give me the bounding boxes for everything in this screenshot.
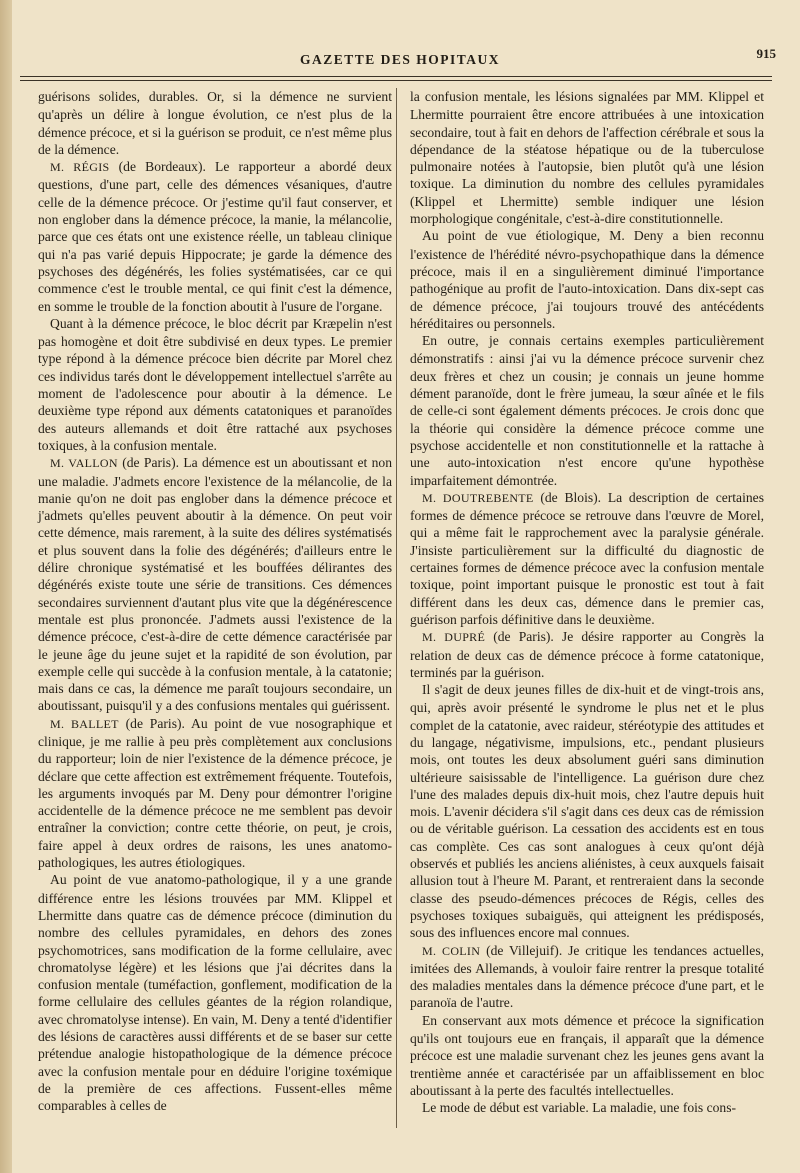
- book-binding-edge: [0, 0, 12, 1173]
- page-header: [20, 46, 780, 72]
- speaker-name: M. COLIN: [422, 943, 481, 958]
- paragraph-text: (de Paris). Au point de vue nosographique et clinique, je me rallie à peu près complètement aux conclusions du rapporteur; loin de nier l'existence de la démence précoce, je déclare que cette affection est extrêmement fréquente. Toutefois, les arguments invoqués par M. Deny pour démontrer l'origine accidentelle de la démence précoce ne me semblent pas devoir entraîner la conviction; contre cette théorie, on peut, je crois, faire appel à deux ordres de raisons, les unes anatomo-pathologiques, les autres étiologiques.: [38, 715, 392, 871]
- paragraph: [38, 158, 392, 315]
- paragraph-text: Quant à la démence précoce, le bloc décrit par Kræpelin n'est pas homogène et doit être subdivisé en deux types. Le premier type répond à la démence précoce bien décrite par Morel chez ces individus tarés dont le développement intellectuel s'arrête au moment de l'adolescence pour aboutir à la démence. Le deuxième type répond aux déments catatoniques et paranoïdes des auteurs allemands et doit être rattaché aux psychoses toxiques, à la confusion mentale.: [38, 315, 392, 453]
- header-rule-thin: [20, 80, 772, 81]
- paragraph-text: Le mode de début est variable. La maladie, une fois cons-: [422, 1100, 737, 1116]
- paragraph: [410, 489, 764, 628]
- speaker-name: M. RÉGIS: [50, 160, 110, 175]
- paragraph-text: En outre, je connais certains exemples particulièrement démonstratifs : ainsi j'ai vu la démence précoce survenir chez deux frères et chez un cousin; je connais un jeune homme dément paranoïde, dont le frère jumeau, la sœur aînée et le fils de celle-ci sont également déments précoces. Je crois donc que la théorie qui considère la démence précoce comme une psychose accidentelle et non constitutionnelle et la rattache à une auto-intoxication n'est encore qu'une hypothèse imparfaitement démontrée.: [410, 333, 764, 488]
- paragraph: [410, 227, 764, 332]
- paragraph: [410, 628, 764, 681]
- paragraph-text: (de Bordeaux). Le rapporteur a abordé deux questions, d'une part, celle des démences vésaniques, d'autre celle de la démence précoce. Or j'estime qu'il faut conserver, et non englober dans la démence précoce, la manie, la mélancolie, parce que ces états ont une existence réelle, un tableau clinique qui n'a pas varié depuis Hippocrate; je garde la démence des psychoses des dégénérés, les folies systématisées, car ce qui commence c'est le trouble mental, ce qui finit c'est la démence, en somme le trouble de la fonction aboutit à l'usure de l'organe.: [38, 159, 392, 314]
- paragraph-text: (de Paris). La démence est un aboutissant et non une maladie. J'admets encore l'existence de la mélancolie, de la manie qu'on ne doit pas englober dans la démence précoce et j'admets qu'elles peuvent aboutir à la démence. On peut voir cette démence, mais rarement, à la suite des délires systématisés et plus souvent dans la folie des dégénérés; d'ailleurs entre le délire chronique systématisé et les bouffées délirantes des dégénérés existe toute une série de transitions. Ces démences secondaires surviennent d'autant plus vite que la dégénérescence mentale est plus prononcée. J'admets aussi l'existence de la démence précoce, c'est-à-dire de cette démence caractérisée par le jeune âge du jeune sujet et la rapidité de son évolution, par exemple celle qui succède à la confusion mentale, à la catatonie; mais dans ce cas, la démence me paraît toujours secondaire, un aboutissant, puisqu'il y a des confusions mentales qui guérissent.: [38, 455, 392, 714]
- paragraph-text: la confusion mentale, les lésions signalées par MM. Klippel et Lhermitte pourraient être encore attribuées à une intoxication secondaire, tout à fait en dehors de l'affection cérébrale et sous la dépendance de la stéatose hépatique ou de la tuberculose pulmonaire notées à l'autopsie, bien plutôt qu'à une lésion toxique. La diminution du nombre des cellules pyramidales (Klippel et Lhermitte) semble indiquer une lésion morphologique congénitale, c'est-à-dire constitutionnelle.: [410, 89, 764, 227]
- paragraph: [38, 715, 392, 872]
- speaker-name: M. DOUTREBENTE: [422, 490, 534, 505]
- paragraph-text: (de Villejuif). Je critique les tendances actuelles, imitées des Allemands, à vouloir faire rentrer la presque totalité des maladies mentales dans la démence précoce d'une part, et le paranoïa de l'autre.: [410, 942, 765, 1011]
- paragraph-text: guérisons solides, durables. Or, si la démence ne survient qu'après un délire à longue évolution, ce n'est plus de la démence précoce, et si la guérison se produit, ce n'est même plus de la démence.: [38, 89, 392, 157]
- paragraph: [410, 332, 764, 489]
- paragraph-text: Au point de vue étiologique, M. Deny a bien reconnu l'existence de l'hérédité névro-psychopathique dans la démence précoce, mais il en a singulièrement diminué l'importance pathogénique au profit de l'auto-intoxication. Dans dix-sept cas de démence précoce, j'ai toujours trouvé des antécédents héréditaires ou personnels.: [410, 228, 764, 331]
- right-column: [410, 88, 764, 1118]
- paragraph: [410, 88, 764, 227]
- paragraph: [410, 681, 764, 941]
- paragraph: [38, 454, 392, 714]
- speaker-name: M. BALLET: [50, 716, 119, 731]
- speaker-name: M. DUPRÉ: [422, 630, 486, 645]
- paragraph-text: Il s'agit de deux jeunes filles de dix-huit et de vingt-trois ans, qui, après avoir présenté le syndrome le plus net et le plus complet de la catatonie, avec raideur, stéréotypie des attitudes et du langage, négativisme, impulsions, etc., pendant plusieurs mois, ont toutes les deux absolument guéri sans diminution ultérieure saisissable de l'intelligence. La guérison dure chez l'une des malades depuis dix-huit mois, chez l'autre depuis huit mois. L'avenir décidera s'il s'agit dans ces deux cas de rémission ou de véritable guérison. La cessation des accidents est en tous cas complète. Ces cas sont analogues à ceux qu'ont déjà observés et publiés les anciens aliénistes, à ceux auxquels faisait allusion tout à l'heure M. Parant, et rentreraient dans la seconde classe des pseudo-démences précoces de Régis, celles des psychoses toxiques subaiguës, qui atteignent les prédisposés, sous des influences encore mal connues.: [410, 682, 764, 941]
- paragraph: [38, 871, 392, 1114]
- paragraph: [410, 1012, 764, 1099]
- paragraph-text: (de Paris). Je désire rapporter au Congrès la relation de deux cas de démence précoce à forme catatonique, terminés par la guérison.: [410, 629, 764, 680]
- paragraph-text: Au point de vue anatomo-pathologique, il y a une grande différence entre les lésions trouvées par MM. Klippel et Lhermitte dans quatre cas de démence précoce (diminution du nombre des cellules pyramidales, en dehors des zones psychomotrices, sans modification de la forme cellulaire, avec chromatolyse légère) et les lésions que j'ai décrites dans la confusion mentale (tuméfaction, gonflement, modification de la forme cellulaire des cellules géantes de la région rolandique, avec chromatolyse intense). En vain, M. Deny a tenté d'identifier des lésions de caractères aussi différents et de se baser sur cette prétendue analogie histopathologique de la démence précoce avec la confusion mentale pour en déduire l'origine toxémique de la première de ces affections. Fussent-elles même comparables à celles de: [38, 872, 392, 1114]
- column-divider: [396, 88, 397, 1128]
- paragraph-text: (de Blois). La description de certaines formes de démence précoce se retrouve dans l'œuvre de Morel, qui a même fait le rapprochement avec la paralysie générale. J'insiste particulièrement sur la difficulté du diagnostic de certaines formes de démence précoce avec la confusion mentale toxique, point important puisque le pronostic est tout à fait différent dans les deux cas, démence dans le premier cas, guérison parfois définitive dans le deuxième.: [410, 489, 764, 627]
- paragraph-text: En conservant aux mots démence et précoce la signification qu'ils ont toujours eue en français, il apparaît que la démence précoce est une maladie survenant chez les jeunes gens avant la trentième année et caractérisée par un affaiblissement en bloc aboutissant à la perte des facultés intellectuelles.: [410, 1012, 764, 1098]
- page-number: 915: [756, 46, 776, 61]
- speaker-name: M. VALLON: [50, 456, 118, 471]
- paragraph: [410, 942, 764, 1012]
- paragraph: [38, 88, 392, 158]
- paragraph: [410, 1099, 764, 1117]
- running-title: GAZETTE DES HOPITAUX: [299, 52, 501, 67]
- paragraph: [38, 315, 392, 454]
- left-column: [38, 88, 392, 1115]
- header-rule: [20, 76, 772, 77]
